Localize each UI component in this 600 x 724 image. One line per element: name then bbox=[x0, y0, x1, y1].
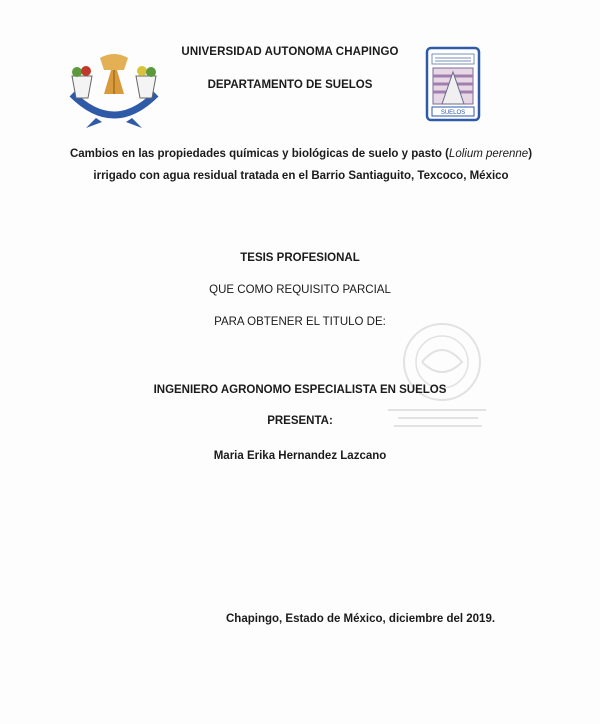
presents-label: PRESENTA: bbox=[267, 415, 333, 427]
author-name: Maria Erika Hernandez Lazcano bbox=[213, 450, 387, 462]
university-name: UNIVERSIDAD AUTONOMA CHAPINGO bbox=[181, 46, 399, 58]
place-and-date: Chapingo, Estado de México, diciembre del 2019. bbox=[226, 613, 496, 625]
requirement-text: QUE COMO REQUISITO PARCIAL bbox=[209, 284, 391, 296]
title-part-1: Cambios en las propiedades químicas y biológicas de suelo y pasto ( bbox=[69, 148, 449, 160]
thesis-title bbox=[66, 143, 536, 187]
suelos-department-logo bbox=[424, 46, 482, 122]
department-name: DEPARTAMENTO DE SUELOS bbox=[207, 79, 373, 91]
faint-stamp bbox=[378, 318, 496, 430]
right-logo-text: SUELOS bbox=[440, 110, 466, 116]
title-species: Lolium perenne bbox=[448, 148, 529, 160]
obtain-title-text: PARA OBTENER EL TITULO DE: bbox=[214, 316, 386, 328]
title-part-2: ) irrigado con agua residual tratada en el Barrio Santiaguito, Texcoco, México bbox=[93, 148, 533, 182]
thesis-type: TESIS PROFESIONAL bbox=[240, 252, 360, 264]
degree-name: INGENIERO AGRONOMO ESPECIALISTA EN SUELOS bbox=[153, 384, 447, 396]
chapingo-logo bbox=[66, 48, 162, 128]
